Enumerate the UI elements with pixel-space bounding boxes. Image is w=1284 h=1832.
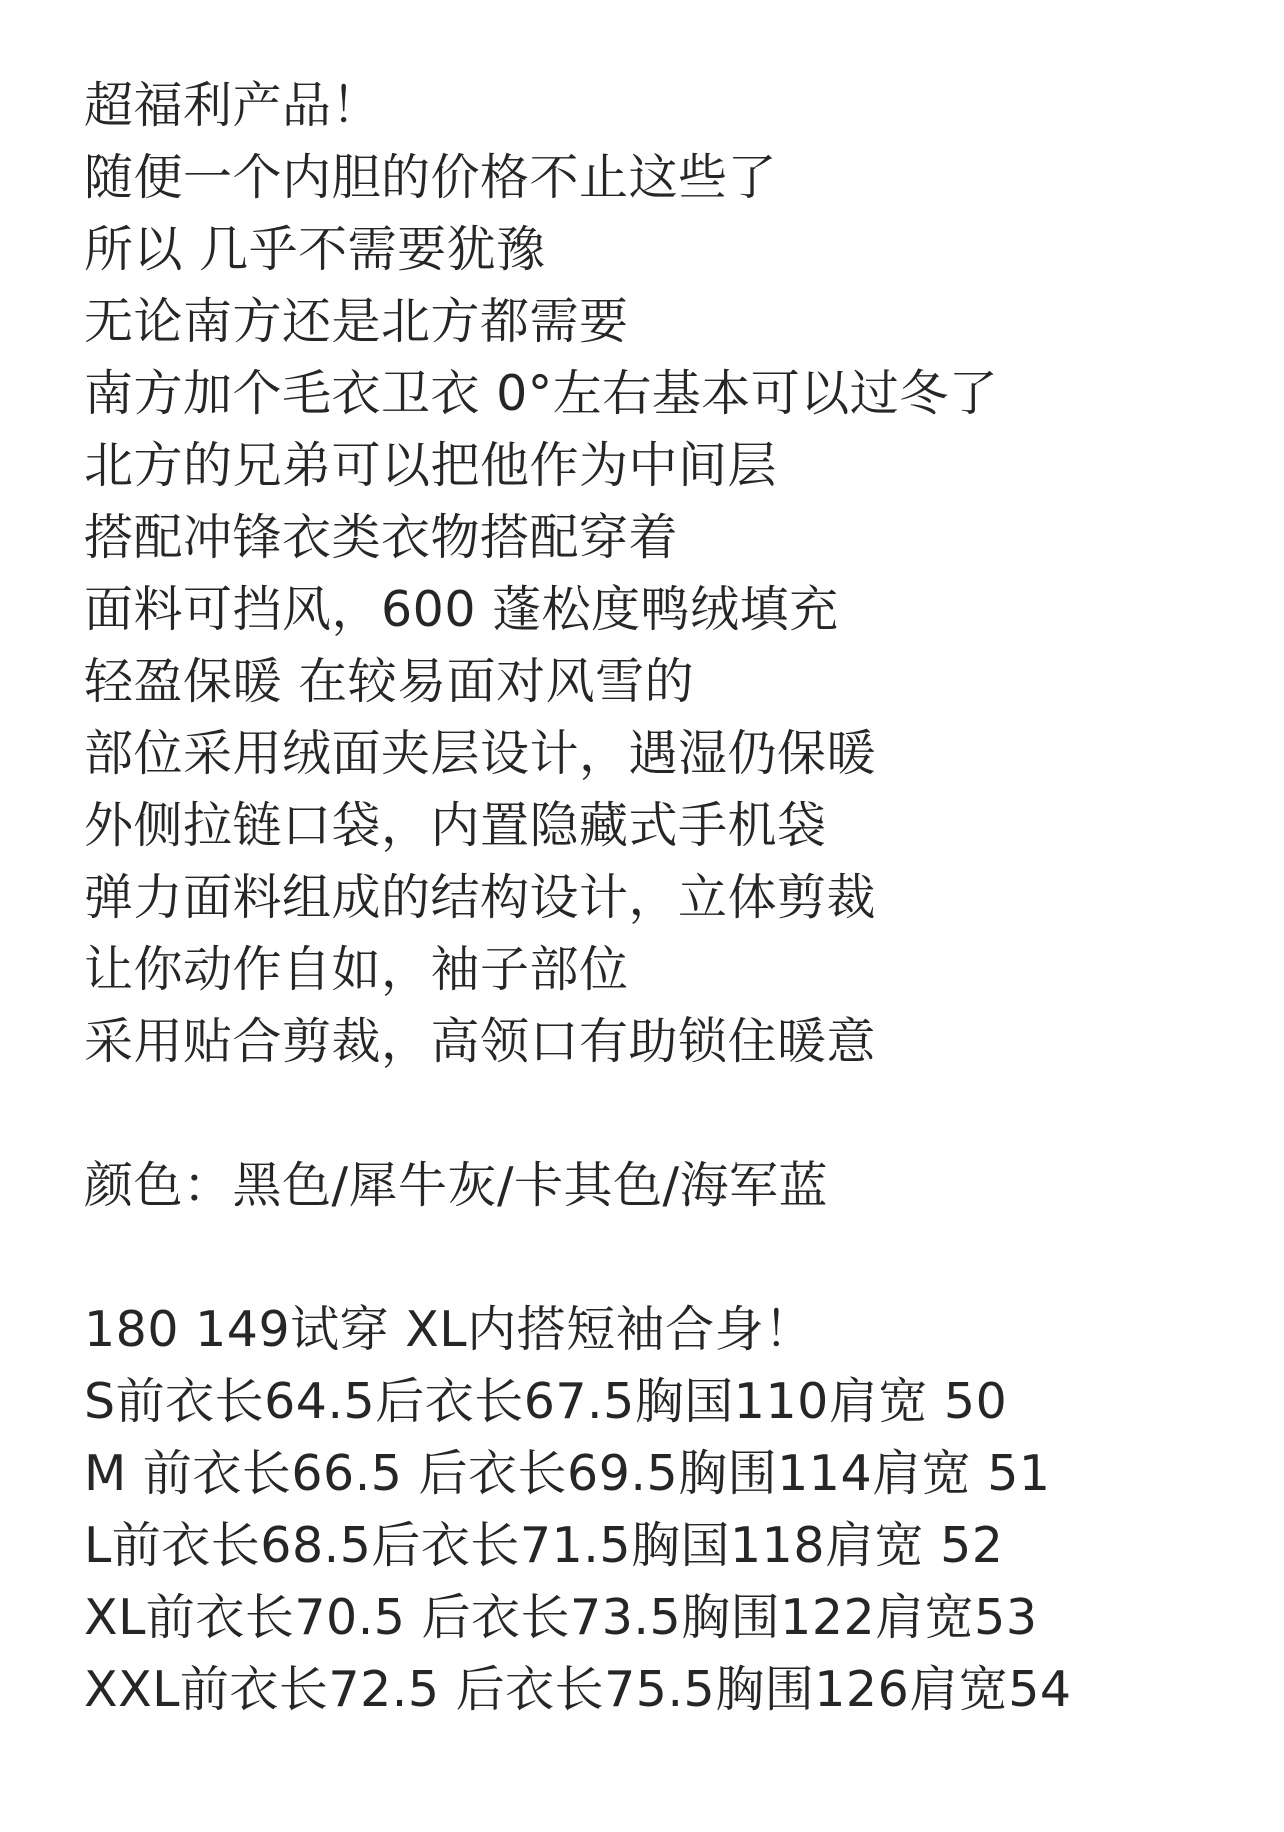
description-line: 随便一个内胆的价格不止这些了 bbox=[84, 149, 778, 206]
description-line: 弹力面料组成的结构设计，立体剪裁 bbox=[84, 869, 877, 926]
description-line: 轻盈保暖 在较易面对风雪的 bbox=[84, 653, 695, 710]
colors-block bbox=[84, 1150, 1244, 1222]
description-line: 所以 几乎不需要犹豫 bbox=[84, 221, 546, 278]
size-line: L前衣长68.5后衣长71.5胸国118肩宽 52 bbox=[84, 1517, 1004, 1574]
description-line: 北方的兄弟可以把他作为中间层 bbox=[84, 437, 778, 494]
blank-line bbox=[84, 1222, 1244, 1294]
size-line: S前衣长64.5后衣长67.5胸国110肩宽 50 bbox=[84, 1373, 1008, 1430]
description-line: 外侧拉链口袋，内置隐藏式手机袋 bbox=[84, 797, 827, 854]
description-line: 搭配冲锋衣类衣物搭配穿着 bbox=[84, 509, 679, 566]
size-line: XXL前衣长72.5 后衣长75.5胸围126肩宽54 bbox=[84, 1661, 1072, 1718]
size-line: XL前衣长70.5 后衣长73.5胸围122肩宽53 bbox=[84, 1589, 1038, 1646]
description-line: 超福利产品！ bbox=[84, 77, 382, 134]
description-line: 无论南方还是北方都需要 bbox=[84, 293, 629, 350]
description-line: 部位采用绒面夹层设计，遇湿仍保暖 bbox=[84, 725, 877, 782]
size-line: M 前衣长66.5 后衣长69.5胸围114肩宽 51 bbox=[84, 1445, 1051, 1502]
description-line: 采用贴合剪裁，高领口有助锁住暖意 bbox=[84, 1013, 877, 1070]
description-line: 南方加个毛衣卫衣 0°左右基本可以过冬了 bbox=[84, 365, 999, 422]
blank-line bbox=[84, 1078, 1244, 1150]
description-line: 面料可挡风，600 蓬松度鸭绒填充 bbox=[84, 581, 839, 638]
description-line: 让你动作自如，袖子部位 bbox=[84, 941, 629, 998]
fit-note: 180 149试穿 XL内搭短袖合身！ bbox=[84, 1301, 814, 1358]
description-block bbox=[84, 70, 1244, 1078]
colors-line: 颜色：黑色/犀牛灰/卡其色/海军蓝 bbox=[84, 1157, 829, 1214]
sizing-block bbox=[84, 1294, 1244, 1726]
note-body bbox=[84, 70, 1244, 1726]
